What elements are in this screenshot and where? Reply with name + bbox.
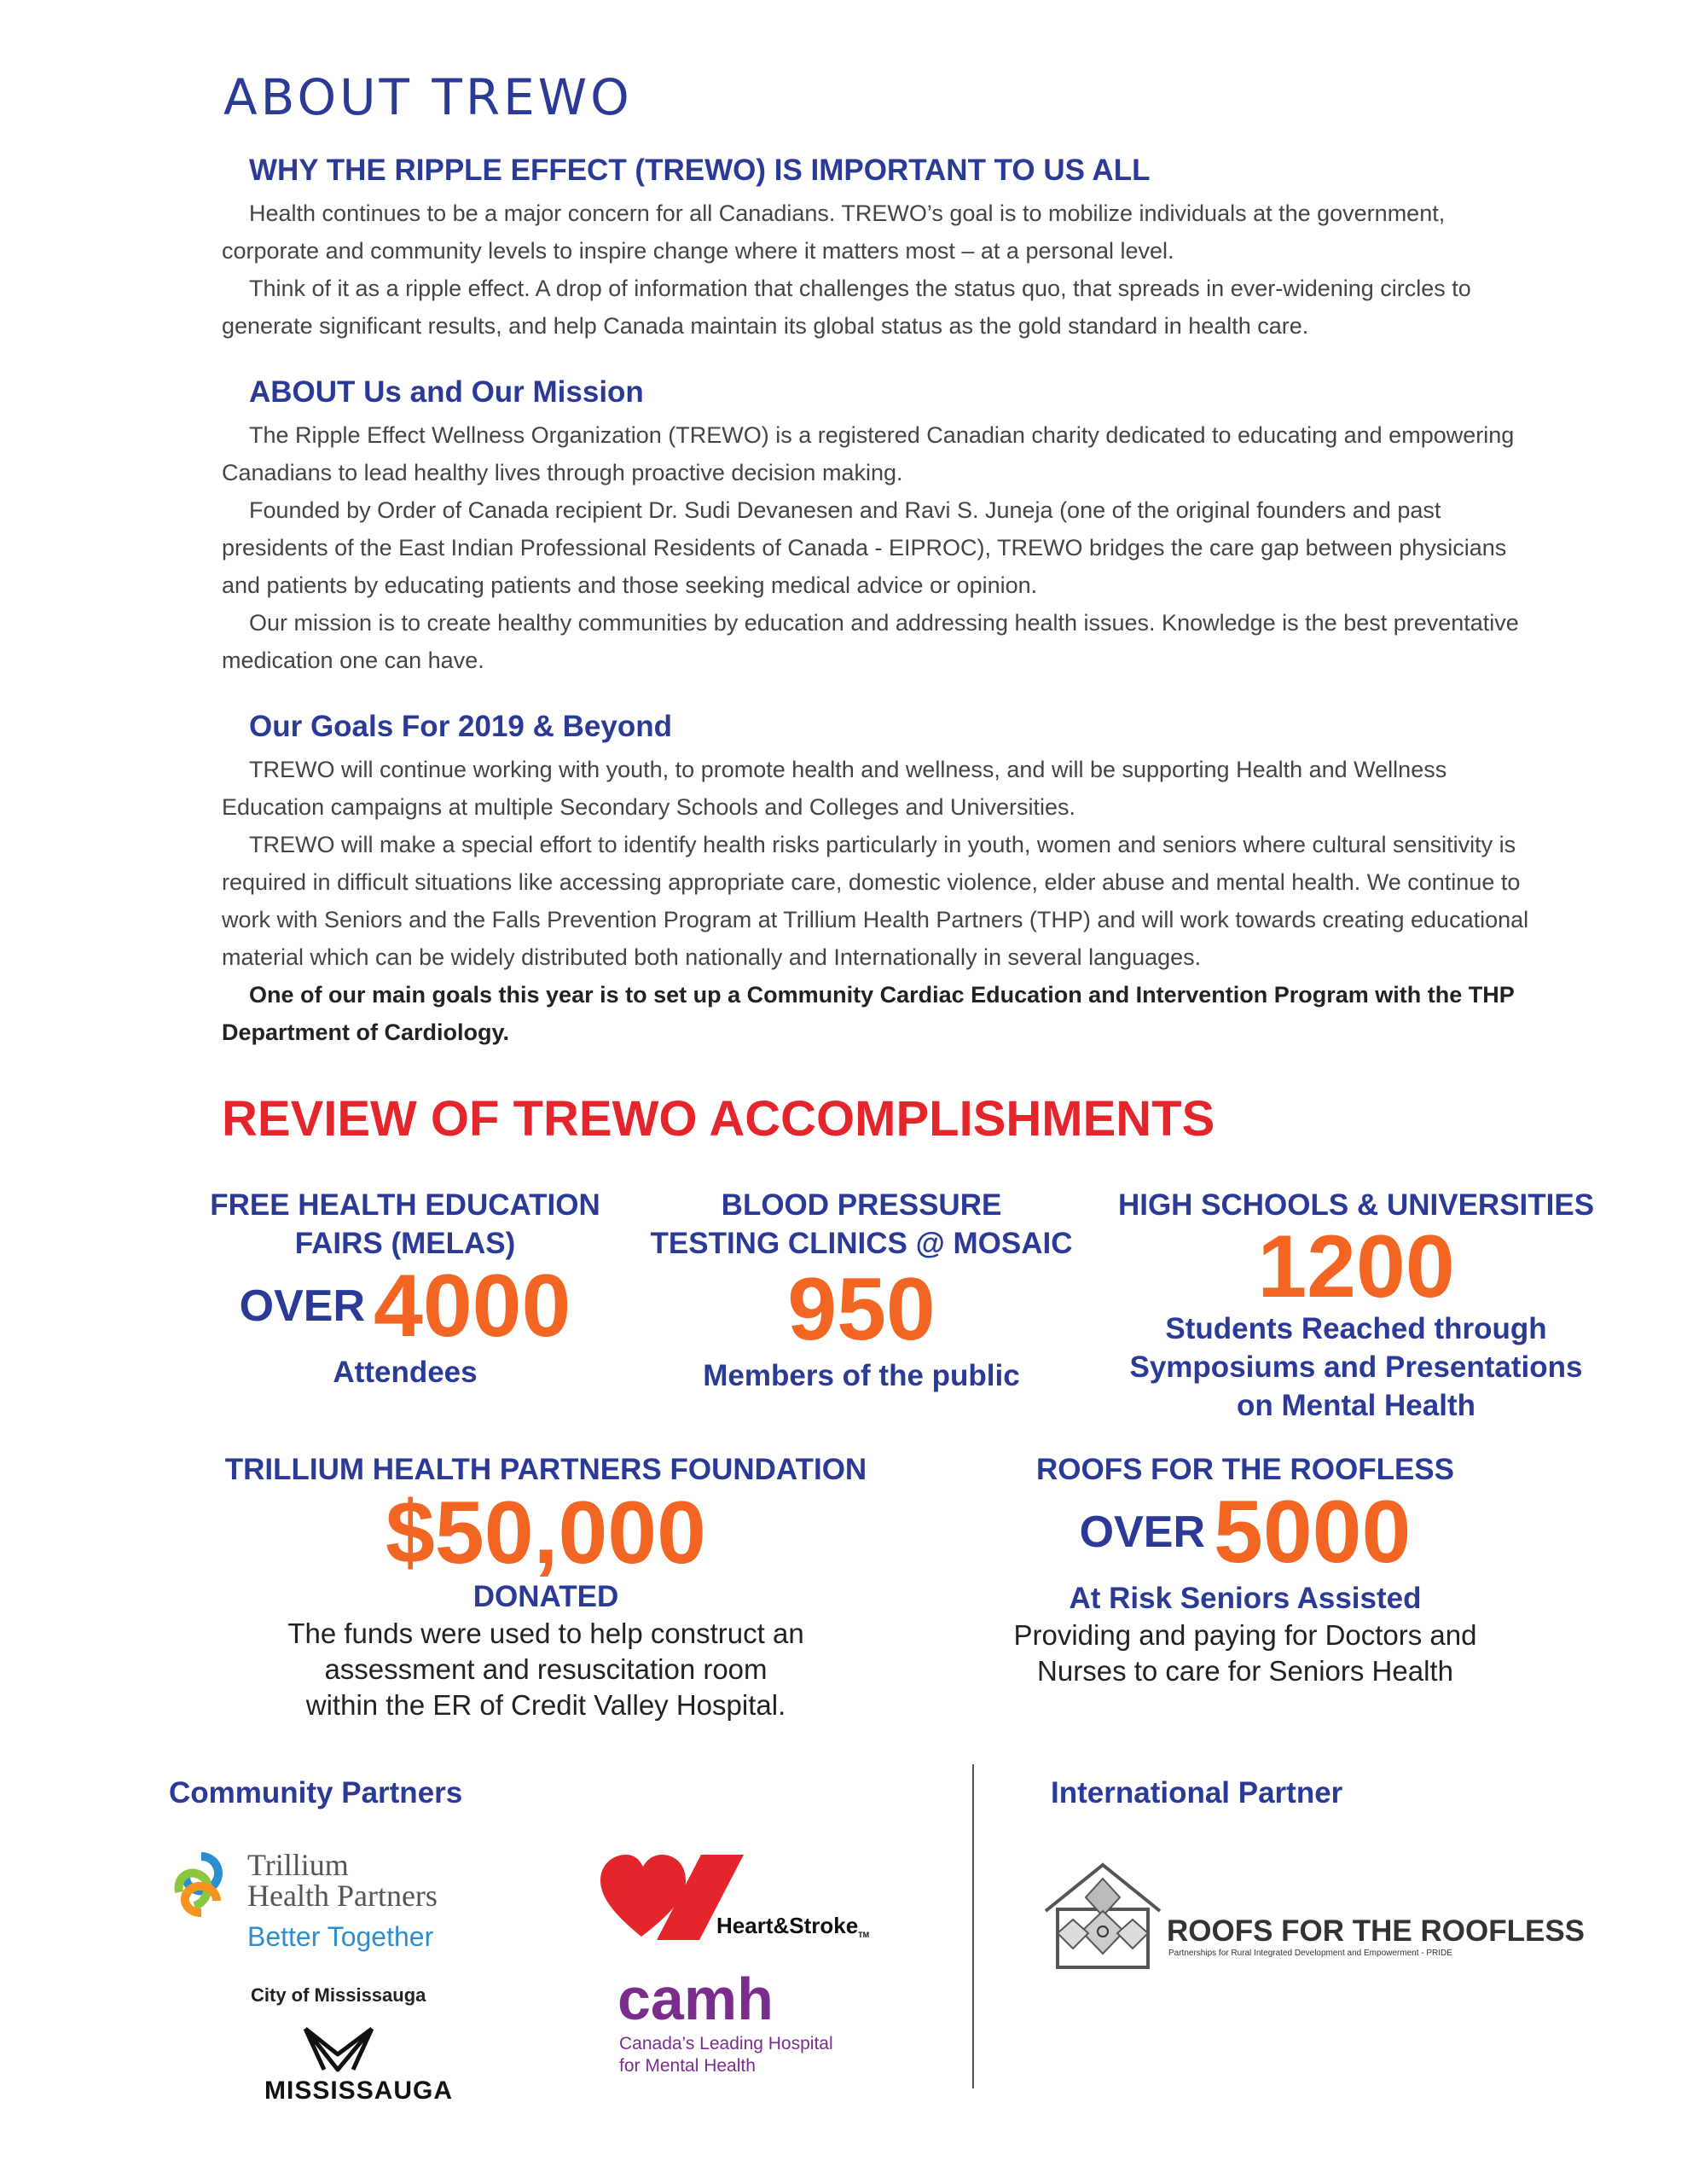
- paragraph: Think of it as a ripple effect. A drop of information that challenges the status quo, that spreads in ever-widening circles to generate significant results, and help Canada maintain its global status as the gold standard in health care.: [222, 276, 1471, 339]
- section-heading-goals: Our Goals For 2019 & Beyond: [249, 710, 672, 743]
- stat-sub: Members of the public: [703, 1359, 1020, 1392]
- international-partner-heading: International Partner: [1051, 1776, 1343, 1809]
- section-heading-mission: ABOUT Us and Our Mission: [249, 375, 644, 409]
- stat-blood-pressure: [631, 1186, 1092, 1395]
- stat-value: 950: [787, 1260, 936, 1359]
- heart-stroke-text: [716, 1913, 869, 1939]
- stat-label: HIGH SCHOOLS & UNIVERSITIES: [1117, 1188, 1595, 1222]
- stat-value: 1200: [1257, 1217, 1455, 1316]
- trillium-icon: [167, 1850, 235, 1918]
- paragraph: Our mission is to create healthy communities by education and addressing health issues. Knowledge is the best preventative medication one can have.: [222, 610, 1519, 673]
- page-title: ABOUT TREWO: [223, 68, 633, 126]
- stat-roofs: [981, 1450, 1510, 1689]
- paragraph-bold: One of our main goals this year is to set up a Community Cardiac Education and Intervention Program with the THP Department of Cardiology.: [222, 982, 1515, 1045]
- camh-logo-name: camh: [617, 1966, 774, 2032]
- paragraph: The Ripple Effect Wellness Organization (TREWO) is a registered Canadian charity dedicated to educating and empowering Canadians to lead healthy lives through proactive decision making.: [222, 422, 1515, 485]
- stat-label: TRILLIUM HEALTH PARTNERS FOUNDATION: [224, 1453, 867, 1486]
- stat-melas: [196, 1186, 614, 1391]
- mississauga-bottom-text: MISSISSAUGA: [264, 2077, 454, 2105]
- trillium-logo-line1: Trillium: [247, 1848, 349, 1882]
- stat-value: $50,000: [386, 1484, 706, 1583]
- heart-stroke-tm: TM: [858, 1931, 870, 1939]
- stat-desc: The funds were used to help construct an: [287, 1618, 804, 1649]
- stat-sub: At Risk Seniors Assisted: [1069, 1582, 1422, 1615]
- community-partners-heading: Community Partners: [169, 1776, 463, 1809]
- paragraph: Health continues to be a major concern for all Canadians. TREWO’s goal is to mobilize individuals at the government, corporate and community levels to inspire change where it matters most – at a personal level.: [222, 200, 1446, 264]
- stat-sub: on Mental Health: [1236, 1389, 1476, 1422]
- stat-trillium-foundation: [222, 1450, 870, 1723]
- stat-desc: assessment and resuscitation room: [324, 1653, 768, 1685]
- roofs-logo-tagline: Partnerships for Rural Integrated Development and Empowerment - PRIDE: [1168, 1949, 1452, 1958]
- roofs-logo-name: ROOFS FOR THE ROOFLESS: [1167, 1914, 1586, 1948]
- section-heading-ripple: WHY THE RIPPLE EFFECT (TREWO) IS IMPORTANT TO US ALL: [249, 154, 1151, 187]
- camh-logo-line1: Canada’s Leading Hospital: [619, 2034, 833, 2053]
- stat-label: TESTING CLINICS @ MOSAIC: [650, 1227, 1073, 1260]
- stat-label: ROOFS FOR THE ROOFLESS: [1035, 1453, 1455, 1486]
- trillium-logo: [167, 1850, 235, 1922]
- stat-label: FREE HEALTH EDUCATION: [210, 1188, 600, 1222]
- stat-sub: Students Reached through: [1165, 1312, 1547, 1345]
- mississauga-top-text: City of Mississauga: [251, 1984, 426, 2006]
- paragraph: TREWO will make a special effort to identify health risks particularly in youth, women and seniors where cultural sensitivity is required in difficult situations like accessing appropriate care, domestic violence, elder abuse and mental health. We continue to work with Seniors and the Falls Prevention Program at Trillium Health Partners (THP) and will work towards creating educational material which can be widely distributed both nationally and Internationally in several languages.: [222, 832, 1529, 970]
- trillium-logo-tagline: Better Together: [247, 1921, 434, 1952]
- heart-stroke-name: Heart&Stroke: [716, 1913, 859, 1938]
- divider: [972, 1764, 974, 2088]
- stat-value: 5000: [1214, 1483, 1412, 1582]
- stat-sub: Attendees: [333, 1356, 478, 1389]
- stat-desc: Providing and paying for Doctors and: [1013, 1619, 1477, 1651]
- roofs-logo: [1039, 1860, 1167, 1975]
- roofs-house-icon: [1039, 1860, 1167, 1971]
- camh-logo-line2: for Mental Health: [619, 2056, 756, 2076]
- stat-over: OVER: [1079, 1507, 1205, 1557]
- paragraph: TREWO will continue working with youth, to promote health and wellness, and will be supporting Health and Wellness Education campaigns at multiple Secondary Schools and Colleges and Universities.: [222, 757, 1447, 820]
- stat-desc: within the ER of Credit Valley Hospital.: [305, 1689, 786, 1721]
- trillium-logo-line2: Health Partners: [247, 1879, 438, 1913]
- mississauga-logo: [300, 2024, 377, 2079]
- stat-sub: Symposiums and Presentations: [1129, 1350, 1583, 1384]
- stat-schools: [1109, 1186, 1603, 1425]
- stat-value: 4000: [374, 1257, 571, 1356]
- stat-sub: DONATED: [472, 1580, 619, 1613]
- stat-label: FAIRS (MELAS): [294, 1227, 516, 1260]
- stat-label: BLOOD PRESSURE: [721, 1188, 1002, 1222]
- stat-desc: Nurses to care for Seniors Health: [1037, 1655, 1453, 1687]
- stat-over: OVER: [239, 1281, 365, 1331]
- mississauga-icon: [300, 2024, 377, 2075]
- paragraph: Founded by Order of Canada recipient Dr. Sudi Devanesen and Ravi S. Juneja (one of the original founders and past presidents of the East Indian Professional Residents of Canada - EIPROC), TREWO bridges the care gap between physicians and patients by educating patients and those seeking medical advice or opinion.: [222, 497, 1507, 598]
- review-heading: REVIEW OF TREWO ACCOMPLISHMENTS: [222, 1091, 1215, 1147]
